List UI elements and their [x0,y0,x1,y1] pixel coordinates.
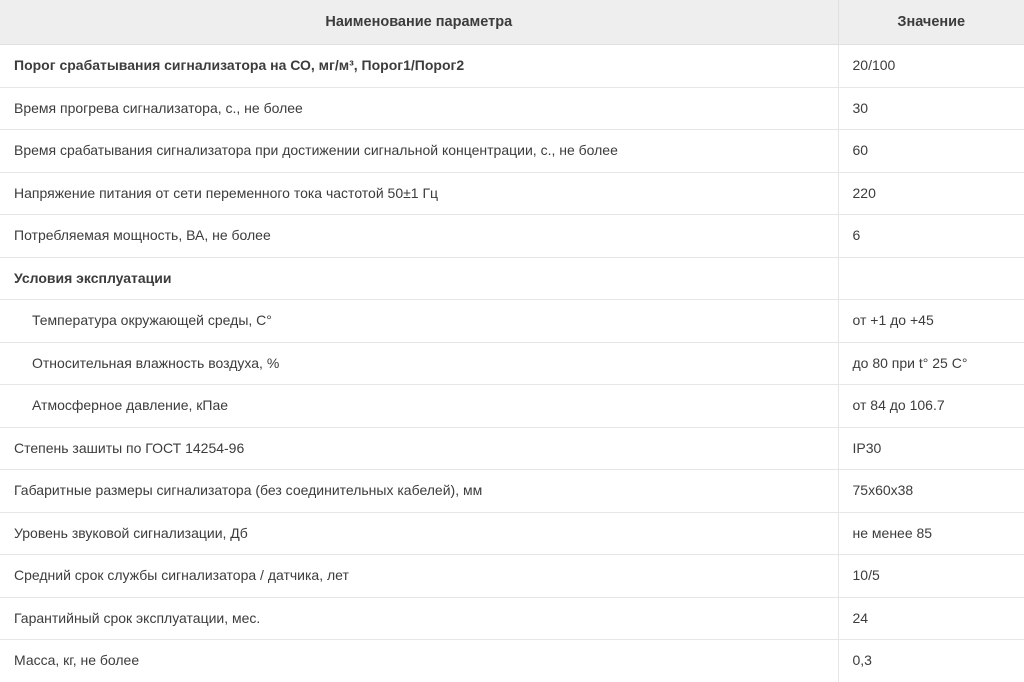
table-row [0,512,1024,555]
table-row [0,342,1024,385]
table-cell-parameter: Габаритные размеры сигнализатора (без соединительных кабелей), мм [0,470,838,513]
table-row [0,130,1024,173]
table-row [0,45,1024,88]
table-cell-parameter: Масса, кг, не более [0,640,838,682]
table-row [0,597,1024,640]
table-cell-parameter: Время прогрева сигнализатора, с., не более [0,87,838,130]
table-cell-value: 60 [838,130,1024,173]
table-cell-parameter: Средний срок службы сигнализатора / датчика, лет [0,555,838,598]
table-cell-value: 30 [838,87,1024,130]
table-cell-value: IP30 [838,427,1024,470]
table-cell-parameter: Гарантийный срок эксплуатации, мес. [0,597,838,640]
table-row [0,470,1024,513]
table-cell-value: от 84 до 106.7 [838,385,1024,428]
table-cell-parameter: Относительная влажность воздуха, % [0,342,838,385]
table-cell-parameter: Напряжение питания от сети переменного тока частотой 50±1 Гц [0,172,838,215]
table-cell-parameter: Температура окружающей среды, С° [0,300,838,343]
table-row [0,257,1024,300]
table-cell-value: не менее 85 [838,512,1024,555]
table-cell-value: 75х60х38 [838,470,1024,513]
table-cell-parameter: Степень зашиты по ГОСТ 14254-96 [0,427,838,470]
table-header-row [0,0,1024,45]
table-cell-parameter: Потребляемая мощность, ВА, не более [0,215,838,258]
table-cell-parameter: Условия эксплуатации [0,257,838,300]
table-cell-value: 0,3 [838,640,1024,682]
table-row [0,555,1024,598]
table-cell-value [838,257,1024,300]
table-row [0,427,1024,470]
table-row [0,385,1024,428]
table-row [0,300,1024,343]
table-cell-parameter: Время срабатывания сигнализатора при достижении сигнальной концентрации, с., не более [0,130,838,173]
table-row [0,215,1024,258]
table-cell-value: 20/100 [838,45,1024,88]
table-cell-parameter: Порог срабатывания сигнализатора на СО, мг/м³, Порог1/Порог2 [0,45,838,88]
table-cell-value: 6 [838,215,1024,258]
column-header-value: Значение [838,0,1024,45]
table-row [0,87,1024,130]
table-cell-value: 24 [838,597,1024,640]
column-header-parameter: Наименование параметра [0,0,838,45]
table-cell-value: от +1 до +45 [838,300,1024,343]
table-cell-value: 220 [838,172,1024,215]
table-header [0,0,1024,45]
table-row [0,172,1024,215]
table-body [0,45,1024,682]
table-cell-value: до 80 при t° 25 C° [838,342,1024,385]
table-cell-parameter: Атмосферное давление, кПае [0,385,838,428]
table-cell-parameter: Уровень звуковой сигнализации, Дб [0,512,838,555]
table-cell-value: 10/5 [838,555,1024,598]
